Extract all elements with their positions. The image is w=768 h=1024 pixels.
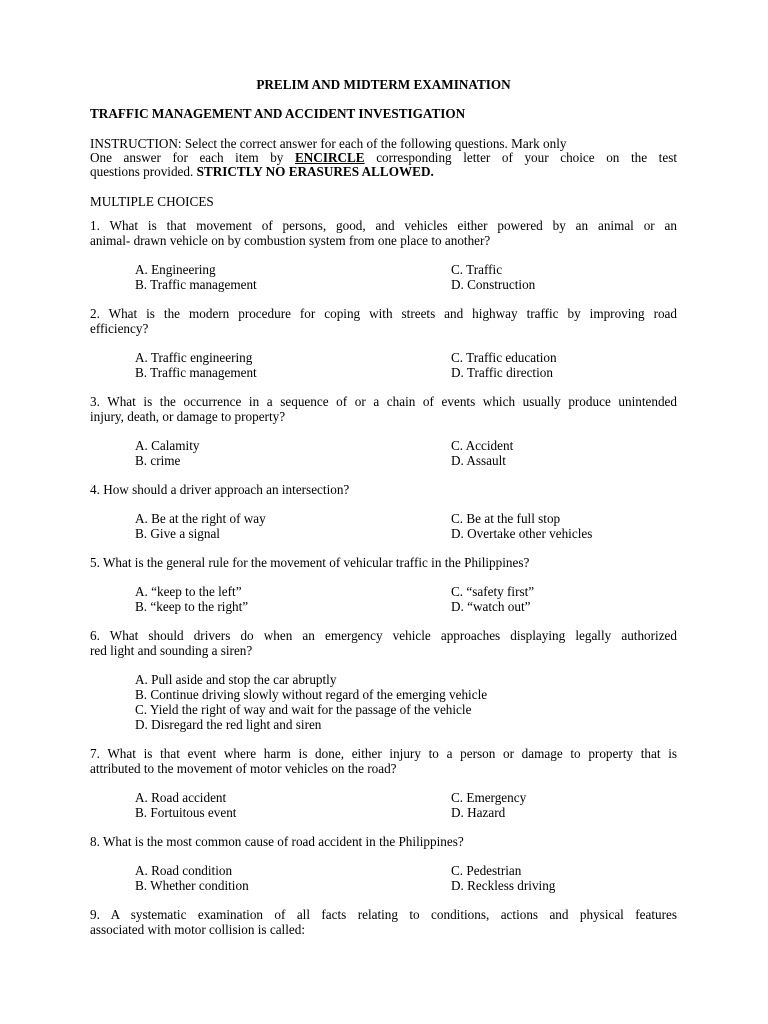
question-9-line-1: 9. A systematic examination of all facts relating to conditions, actions and physical features [90, 907, 677, 922]
question-5-option-a[interactable]: A. “keep to the left” [135, 584, 242, 599]
question-5-option-b[interactable]: B. “keep to the right” [135, 599, 249, 614]
question-3-line-2: injury, death, or damage to property? [90, 409, 286, 424]
question-1-option-a[interactable]: A. Engineering [135, 262, 216, 277]
question-2-option-d[interactable]: D. Traffic direction [451, 365, 553, 380]
question-6-option-a[interactable]: A. Pull aside and stop the car abruptly [135, 672, 337, 687]
question-4-line-1: 4. How should a driver approach an intersection? [90, 482, 350, 497]
question-1-option-d[interactable]: D. Construction [451, 277, 536, 292]
question-2-option-b[interactable]: B. Traffic management [135, 365, 257, 380]
question-8-option-a[interactable]: A. Road condition [135, 863, 233, 878]
question-3-option-d[interactable]: D. Assault [451, 453, 506, 468]
exam-title: PRELIM AND MIDTERM EXAMINATION [256, 77, 511, 92]
question-6-line-2: red light and sounding a siren? [90, 643, 253, 658]
question-1-line-1: 1. What is that movement of persons, good, and vehicles either powered by an animal or an [90, 218, 677, 233]
question-7-option-a[interactable]: A. Road accident [135, 790, 227, 805]
subject-title: TRAFFIC MANAGEMENT AND ACCIDENT INVESTIGATION [90, 106, 466, 121]
question-6-line-1: 6. What should drivers do when an emergency vehicle approaches displaying legally authorized [90, 628, 677, 643]
instruction-text: questions provided. [90, 164, 197, 179]
instruction-line-1: INSTRUCTION: Select the correct answer for each of the following questions. Mark only [90, 136, 567, 151]
question-3-option-b[interactable]: B. crime [135, 453, 181, 468]
instruction-text: One answer for each item by [90, 150, 295, 165]
question-8-option-d[interactable]: D. Reckless driving [451, 878, 556, 893]
question-3-option-c[interactable]: C. Accident [451, 438, 514, 453]
question-7-option-c[interactable]: C. Emergency [451, 790, 527, 805]
question-2-line-1: 2. What is the modern procedure for coping with streets and highway traffic by improving road [90, 306, 677, 321]
question-5-option-d[interactable]: D. “watch out” [451, 599, 531, 614]
question-2-line-2: efficiency? [90, 321, 149, 336]
question-7-option-d[interactable]: D. Hazard [451, 805, 506, 820]
question-7-line-1: 7. What is that event where harm is done, either injury to a person or damage to property that is [90, 746, 677, 761]
question-4-option-b[interactable]: B. Give a signal [135, 526, 220, 541]
question-2-option-c[interactable]: C. Traffic education [451, 350, 557, 365]
instruction-emphasis: ENCIRCLE [294, 150, 365, 165]
question-9-line-2: associated with motor collision is called: [90, 922, 305, 937]
question-4-option-a[interactable]: A. Be at the right of way [135, 511, 266, 526]
instruction-warning: STRICTLY NO ERASURES ALLOWED. [196, 164, 434, 179]
question-7-option-b[interactable]: B. Fortuitous event [135, 805, 237, 820]
question-8-option-c[interactable]: C. Pedestrian [451, 863, 522, 878]
question-5-option-c[interactable]: C. “safety first” [451, 584, 535, 599]
question-4-option-d[interactable]: D. Overtake other vehicles [451, 526, 593, 541]
question-3-line-1: 3. What is the occurrence in a sequence of or a chain of events which usually produce unintended [90, 394, 677, 409]
question-8-option-b[interactable]: B. Whether condition [135, 878, 249, 893]
instruction-line-2 [90, 150, 677, 165]
question-6-option-b[interactable]: B. Continue driving slowly without regard of the emerging vehicle [135, 687, 488, 702]
question-1-option-c[interactable]: C. Traffic [451, 262, 503, 277]
question-1-option-b[interactable]: B. Traffic management [135, 277, 257, 292]
instruction-text: corresponding letter of your choice on the test [364, 150, 677, 165]
instruction-line-3 [90, 164, 434, 179]
section-label: MULTIPLE CHOICES [90, 194, 214, 209]
question-7-line-2: attributed to the movement of motor vehicles on the road? [90, 761, 397, 776]
question-3-option-a[interactable]: A. Calamity [135, 438, 200, 453]
question-5-line-1: 5. What is the general rule for the movement of vehicular traffic in the Philippines? [90, 555, 530, 570]
question-2-option-a[interactable]: A. Traffic engineering [135, 350, 253, 365]
question-4-option-c[interactable]: C. Be at the full stop [451, 511, 561, 526]
question-6-option-d[interactable]: D. Disregard the red light and siren [135, 717, 322, 732]
question-8-line-1: 8. What is the most common cause of road accident in the Philippines? [90, 834, 464, 849]
question-1-line-2: animal- drawn vehicle on by combustion system from one place to another? [90, 233, 491, 248]
question-6-option-c[interactable]: C. Yield the right of way and wait for the passage of the vehicle [135, 702, 472, 717]
